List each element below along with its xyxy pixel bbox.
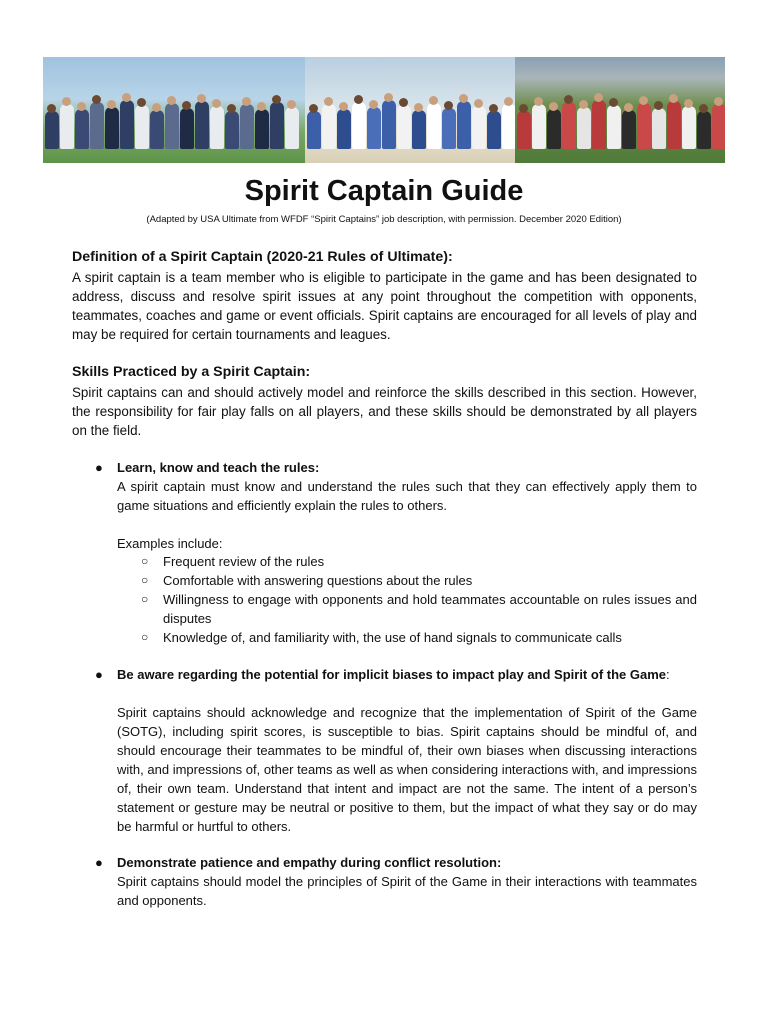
biases-skill-body: Spirit captains should acknowledge and recognize that the implementation of Spirit of the Game (SOTG), including spirit scores, is susceptible to bias. Spirit captains should be mindful of, and should encourage their teammates to be mindful of, their own biases when discussing interactions with, and impressions of, other teams as well as when considering interactions with, and impressions of, their own team. Understand that intent and impact are not the same. The intent of a person’s statement or gesture may be neutral or positive to them, but the impact of what they say or do may be harmful or hurtful to others. [117,705,697,834]
player-silhouette [210,106,224,149]
player-head [429,96,438,105]
player-silhouette [427,103,441,149]
player-silhouette [637,103,651,149]
player-silhouette [622,110,636,149]
player-silhouette [412,110,426,149]
player-silhouette [397,105,411,149]
player-head [152,103,161,112]
team-huddle-photo-1 [43,57,305,163]
player-head [182,101,191,110]
player-head [257,102,266,111]
player-silhouette [457,101,471,149]
player-head [699,104,708,113]
player-silhouette [195,101,209,149]
skills-heading: Skills Practiced by a Spirit Captain: [72,364,311,380]
player-head [137,98,146,107]
player-head [227,104,236,113]
document-title: Spirit Captain Guide [244,175,524,207]
patience-skill-body: Spirit captains should model the principles of Spirit of the Game in their interactions with teammates and opponents. [117,874,697,908]
skills-body: Spirit captains can and should actively model and reinforce the skills described in this section. However, the responsibility for fair play falls on all players, and these skills should be demonstrated by all players on the field. [72,385,697,438]
player-silhouette [105,107,119,149]
player-silhouette [547,109,561,149]
player-head [369,100,378,109]
document-subtitle: (Adapted by USA Ultimate from WFDF “Spirit Captains” job description, with permission. December 2020 Edition) [146,214,622,225]
examples-label: Examples include: [117,536,223,551]
player-head [399,98,408,107]
player-head [414,103,423,112]
player-head [92,95,101,104]
player-silhouette [652,108,666,149]
player-silhouette [285,107,299,149]
player-head [549,102,558,111]
player-head [77,102,86,111]
player-head [654,101,663,110]
player-silhouette [225,111,239,149]
rules-skill-heading: Learn, know and teach the rules: [117,460,320,475]
player-silhouette [255,109,269,149]
player-silhouette [487,111,501,149]
sub-bullet-icon: ○ [141,554,149,568]
player-silhouette [682,106,696,149]
player-silhouette [667,101,681,149]
bullet-icon: ● [95,460,103,475]
player-head [197,94,206,103]
definition-heading: Definition of a Spirit Captain (2020-21 Rules of Ultimate): [72,249,453,265]
player-head [534,97,543,106]
player-silhouette [532,104,546,149]
player-silhouette [150,110,164,149]
biases-skill-heading: Be aware regarding the potential for implicit biases to impact play and Spirit of the Game: [117,667,670,682]
player-head [122,93,131,102]
player-silhouette [135,105,149,149]
player-silhouette [472,106,486,149]
player-head [107,100,116,109]
header-photo-banner [43,57,725,163]
player-silhouette [120,100,134,149]
player-silhouette [697,111,711,149]
player-head [609,98,618,107]
player-silhouette [45,111,59,149]
bullet-icon: ● [95,667,103,682]
player-silhouette [75,109,89,149]
player-silhouette [60,104,74,149]
example-item: Comfortable with answering questions about the rules [163,573,473,588]
player-head [594,93,603,102]
player-silhouette [240,104,254,149]
example-item: Willingness to engage with opponents and hold teammates accountable on rules issues and disputes [163,592,697,626]
sub-bullet-icon: ○ [141,592,149,606]
player-head [354,95,363,104]
rules-skill-body: A spirit captain must know and understand the rules such that they can effectively apply them to game situations and efficiently explain the rules to others. [117,479,697,513]
player-silhouette [180,108,194,149]
player-silhouette [165,103,179,149]
player-silhouette [577,107,591,149]
player-head [339,102,348,111]
patience-skill-heading: Demonstrate patience and empathy during conflict resolution: [117,855,502,870]
player-head [384,93,393,102]
player-silhouette [337,109,351,149]
team-huddle-photo-3 [515,57,725,163]
bullet-icon: ● [95,855,103,870]
player-silhouette [607,105,621,149]
definition-body: A spirit captain is a team member who is eligible to participate in the game and has been designated to address, discuss and resolve spirit issues at any point throughout the competition with opponents, teammates, coaches and game or event officials. Spirit captains are encouraged for all levels of play and may be required for certain tournaments and leagues. [72,270,697,342]
player-head [624,103,633,112]
player-head [287,100,296,109]
player-head [474,99,483,108]
player-head [444,101,453,110]
player-head [684,99,693,108]
player-head [62,97,71,106]
player-head [519,104,528,113]
player-head [564,95,573,104]
player-head [324,97,333,106]
player-head [459,94,468,103]
player-silhouette [442,108,456,149]
player-head [579,100,588,109]
player-head [272,95,281,104]
player-head [309,104,318,113]
player-silhouette [502,104,515,149]
player-head [242,97,251,106]
player-head [504,97,513,106]
player-head [167,96,176,105]
example-item: Frequent review of the rules [163,554,325,569]
player-silhouette [90,102,104,149]
team-huddle-photo-2 [305,57,515,163]
player-head [639,96,648,105]
player-silhouette [322,104,336,149]
player-silhouette [712,104,725,149]
sub-bullet-icon: ○ [141,573,149,587]
example-item: Knowledge of, and familiarity with, the use of hand signals to communicate calls [163,630,622,645]
player-head [489,104,498,113]
player-silhouette [592,100,606,149]
player-head [669,94,678,103]
player-head [714,97,723,106]
player-silhouette [352,102,366,149]
player-silhouette [382,100,396,149]
player-silhouette [517,111,531,149]
sub-bullet-icon: ○ [141,630,149,644]
player-head [47,104,56,113]
player-silhouette [367,107,381,149]
player-silhouette [562,102,576,149]
player-silhouette [307,111,321,149]
player-head [212,99,221,108]
player-silhouette [270,102,284,149]
